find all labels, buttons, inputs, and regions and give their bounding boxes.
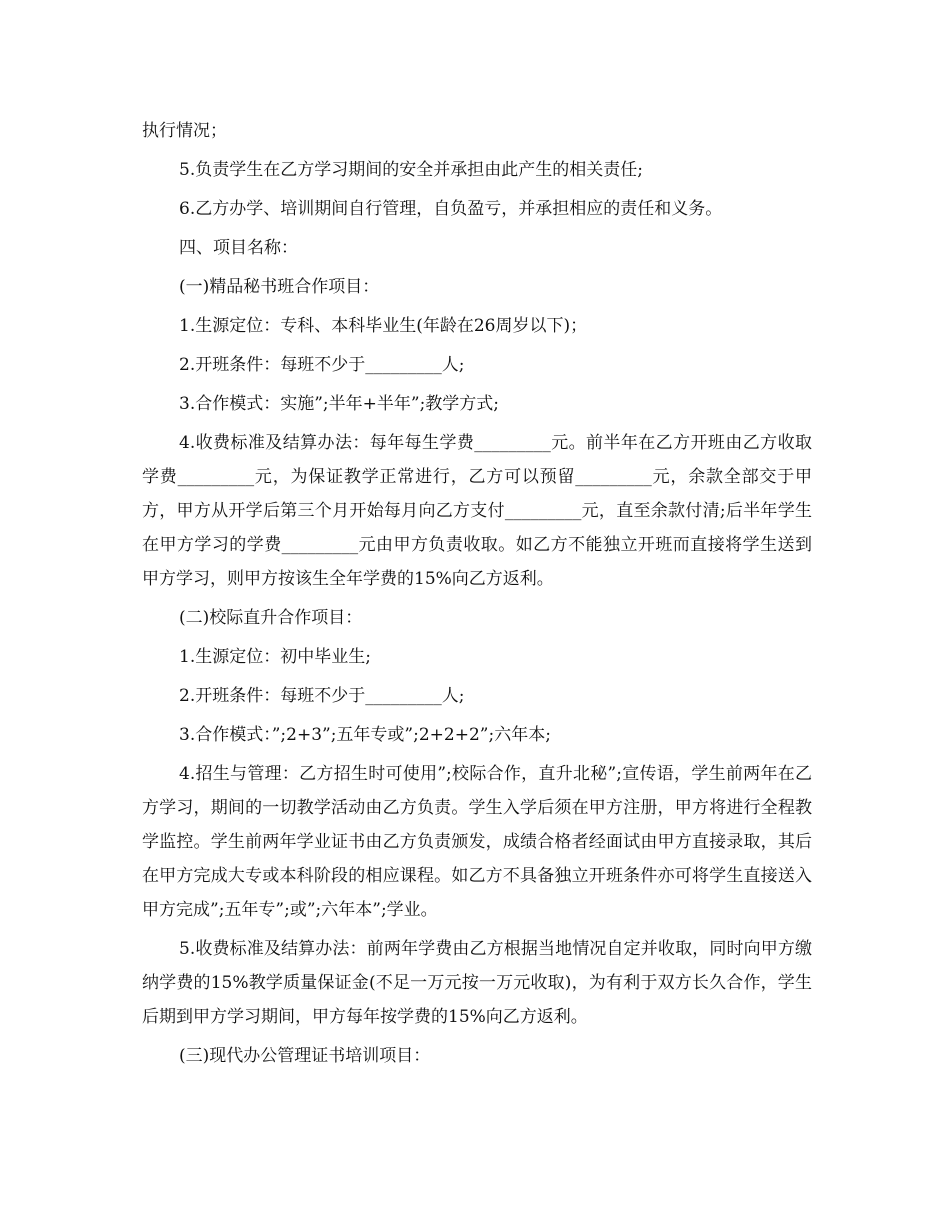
paragraph-fee-settlement-2: 5.收费标准及结算办法：前两年学费由乙方根据当地情况自定并收取，同时向甲方缴纳学费的15%教学质量保证金(不足一万元按一万元收取)，为有利于双方长久合作，学生后期到甲方学习期间，甲方每年按学费的15%向乙方返利。	[142, 939, 812, 1027]
subsection-heading-office-certificate: (三)现代办公管理证书培训项目：	[179, 1046, 431, 1066]
subsection-heading-secretary-class: (一)精品秘书班合作项目：	[179, 277, 380, 297]
paragraph-cooperation-mode: 3.合作模式：实施”;半年+半年”;教学方式;	[179, 394, 500, 414]
paragraph-cooperation-mode-2: 3.合作模式：”;2+3”;五年专或”;2+2+2”;六年本;	[179, 725, 551, 745]
paragraph-enrollment-management: 4.招生与管理：乙方招生时可使用”;校际合作，直升北秘”;宣传语，学生前两年在乙方学习，期间的一切教学活动由乙方负责。学生入学后须在甲方注册，甲方将进行全程教学监控。学生前两年学业证书由乙方负责颁发，成绩合格者经面试由甲方直接录取，其后在甲方完成大专或本科阶段的相应课程。如乙方不具备独立开班条件亦可将学生直接送入甲方完成”;五年专”;或”;六年本”;学业。	[142, 764, 812, 920]
paragraph-item-6-management: 6.乙方办学、培训期间自行管理，自负盈亏，并承担相应的责任和义务。	[179, 199, 723, 219]
paragraph-class-condition: 2.开班条件：每班不少于_________人;	[179, 355, 465, 375]
subsection-heading-direct-promotion: (二)校际直升合作项目：	[179, 608, 363, 628]
paragraph-student-source: 1.生源定位：专科、本科毕业生(年龄在26周岁以下)；	[179, 316, 588, 336]
paragraph-class-condition-2: 2.开班条件：每班不少于_________人;	[179, 686, 465, 706]
paragraph-student-source-2: 1.生源定位：初中毕业生;	[179, 647, 371, 667]
paragraph-item-5-safety: 5.负责学生在乙方学习期间的安全并承担由此产生的相关责任;	[179, 160, 643, 180]
section-heading-project-names: 四、项目名称：	[179, 238, 298, 258]
paragraph-fee-settlement: 4.收费标准及结算办法：每年每生学费_________元。前半年在乙方开班由乙方收取学费_________元，为保证教学正常进行，乙方可以预留_________元，余款全部交于甲方，甲方从开学后第三个月开始每月向乙方支付_________元，直至余款付清;后半年学生在甲方学习的学费_________元由甲方负责收取。如乙方不能独立开班而直接将学生送到甲方学习，则甲方按该生全年学费的15%向乙方返利。	[142, 433, 812, 589]
document-body	[142, 114, 812, 1078]
paragraph-continuation: 执行情况；	[142, 121, 227, 141]
